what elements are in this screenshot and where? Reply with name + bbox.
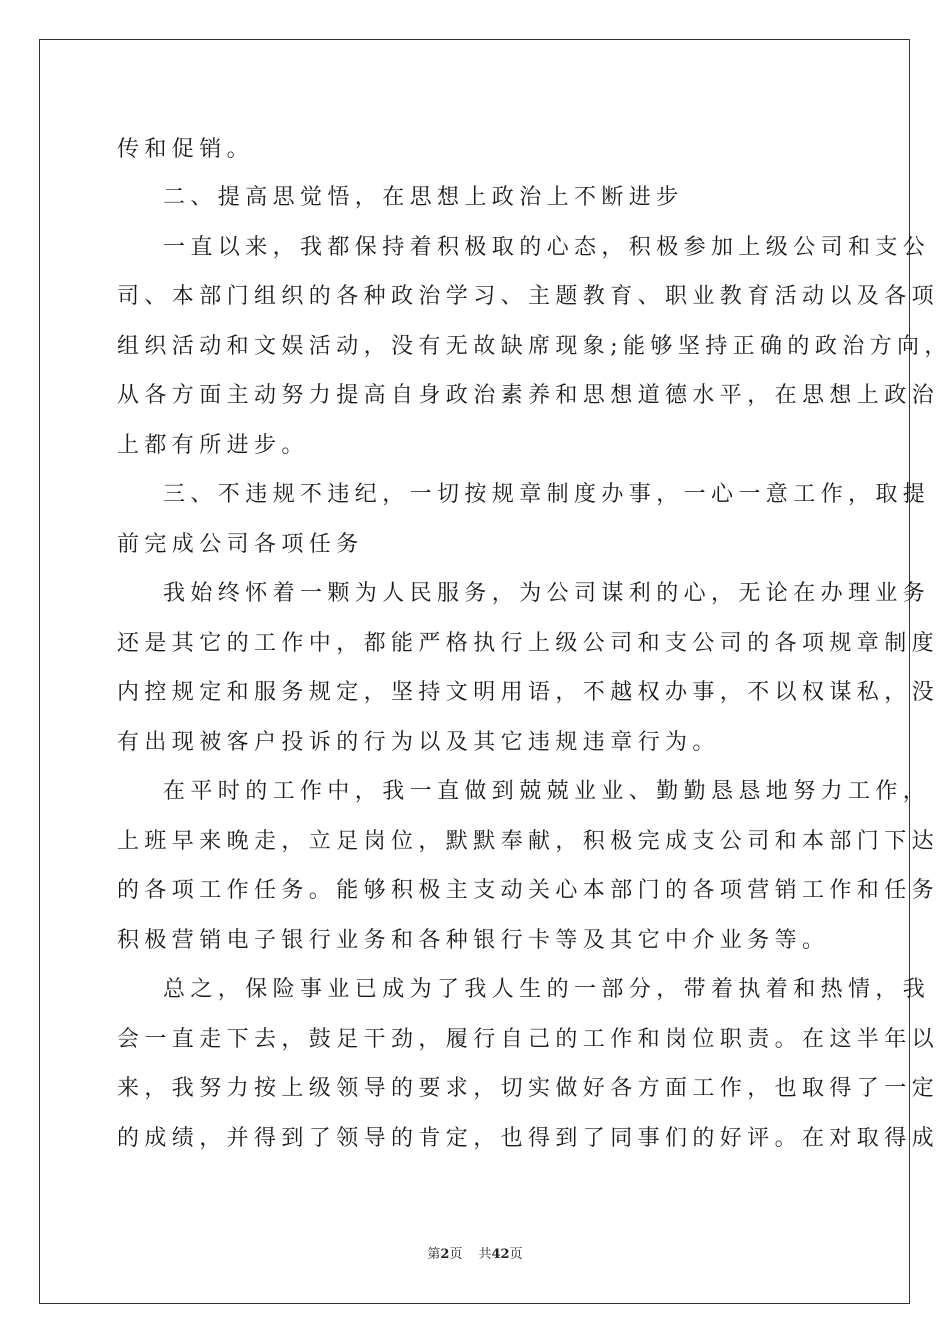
text-line: 组织活动和文娱活动，没有无故缺席现象;能够坚持正确的政治方向， <box>117 334 952 359</box>
text-line: 上班早来晚走，立足岗位，默默奉献，积极完成支公司和本部门下达 <box>117 829 940 854</box>
text-line: 积极营销电子银行业务和各种银行卡等及其它中介业务等。 <box>117 928 830 953</box>
text-line: 我始终怀着一颗为人民服务，为公司谋利的心，无论在办理业务 <box>163 581 931 606</box>
section-heading: 二、提高思觉悟，在思想上政治上不断进步 <box>163 185 684 210</box>
text-line: 的各项工作任务。能够积极主支动关心本部门的各项营销工作和任务 <box>117 878 940 903</box>
text-line: 还是其它的工作中，都能严格执行上级公司和支公司的各项规章制度 <box>117 631 940 656</box>
text-line: 上都有所进步。 <box>117 433 309 458</box>
page-total: 42 <box>491 1247 510 1262</box>
text-line: 会一直走下去，鼓足干劲，履行自己的工作和岗位职责。在这半年以 <box>117 1027 940 1052</box>
text-line: 总之，保险事业已成为了我人生的一部分，带着执着和热情，我 <box>163 977 931 1002</box>
page-prefix: 第 <box>427 1247 441 1262</box>
text-line: 从各方面主动努力提高自身政治素养和思想道德水平，在思想上政治 <box>117 383 940 408</box>
text-line: 一直以来，我都保持着积极取的心态，积极参加上级公司和支公 <box>163 235 931 260</box>
text-line: 司、本部门组织的各种政治学习、主题教育、职业教育活动以及各项 <box>117 284 940 309</box>
text-line: 来，我努力按上级领导的要求，切实做好各方面工作，也取得了一定 <box>117 1076 940 1101</box>
page-suffix: 页 <box>449 1247 463 1262</box>
page-number: 2 <box>440 1247 450 1262</box>
text-line: 有出现被客户投诉的行为以及其它违规违章行为。 <box>117 730 720 755</box>
section-heading: 前完成公司各项任务 <box>117 532 364 557</box>
text-line: 在平时的工作中，我一直做到兢兢业业、勤勤恳恳地努力工作， <box>163 779 931 804</box>
section-heading: 三、不违规不违纪，一切按规章制度办事，一心一意工作，取提 <box>163 482 931 507</box>
total-suffix: 页 <box>509 1247 523 1262</box>
text-line: 内控规定和服务规定，坚持文明用语，不越权办事，不以权谋私，没 <box>117 680 940 705</box>
page-footer <box>0 1245 950 1265</box>
total-prefix: 共 <box>478 1247 492 1262</box>
text-line: 传和促销。 <box>117 137 255 162</box>
text-line: 的成绩，并得到了领导的肯定，也得到了同事们的好评。在对取得成 <box>117 1126 940 1151</box>
